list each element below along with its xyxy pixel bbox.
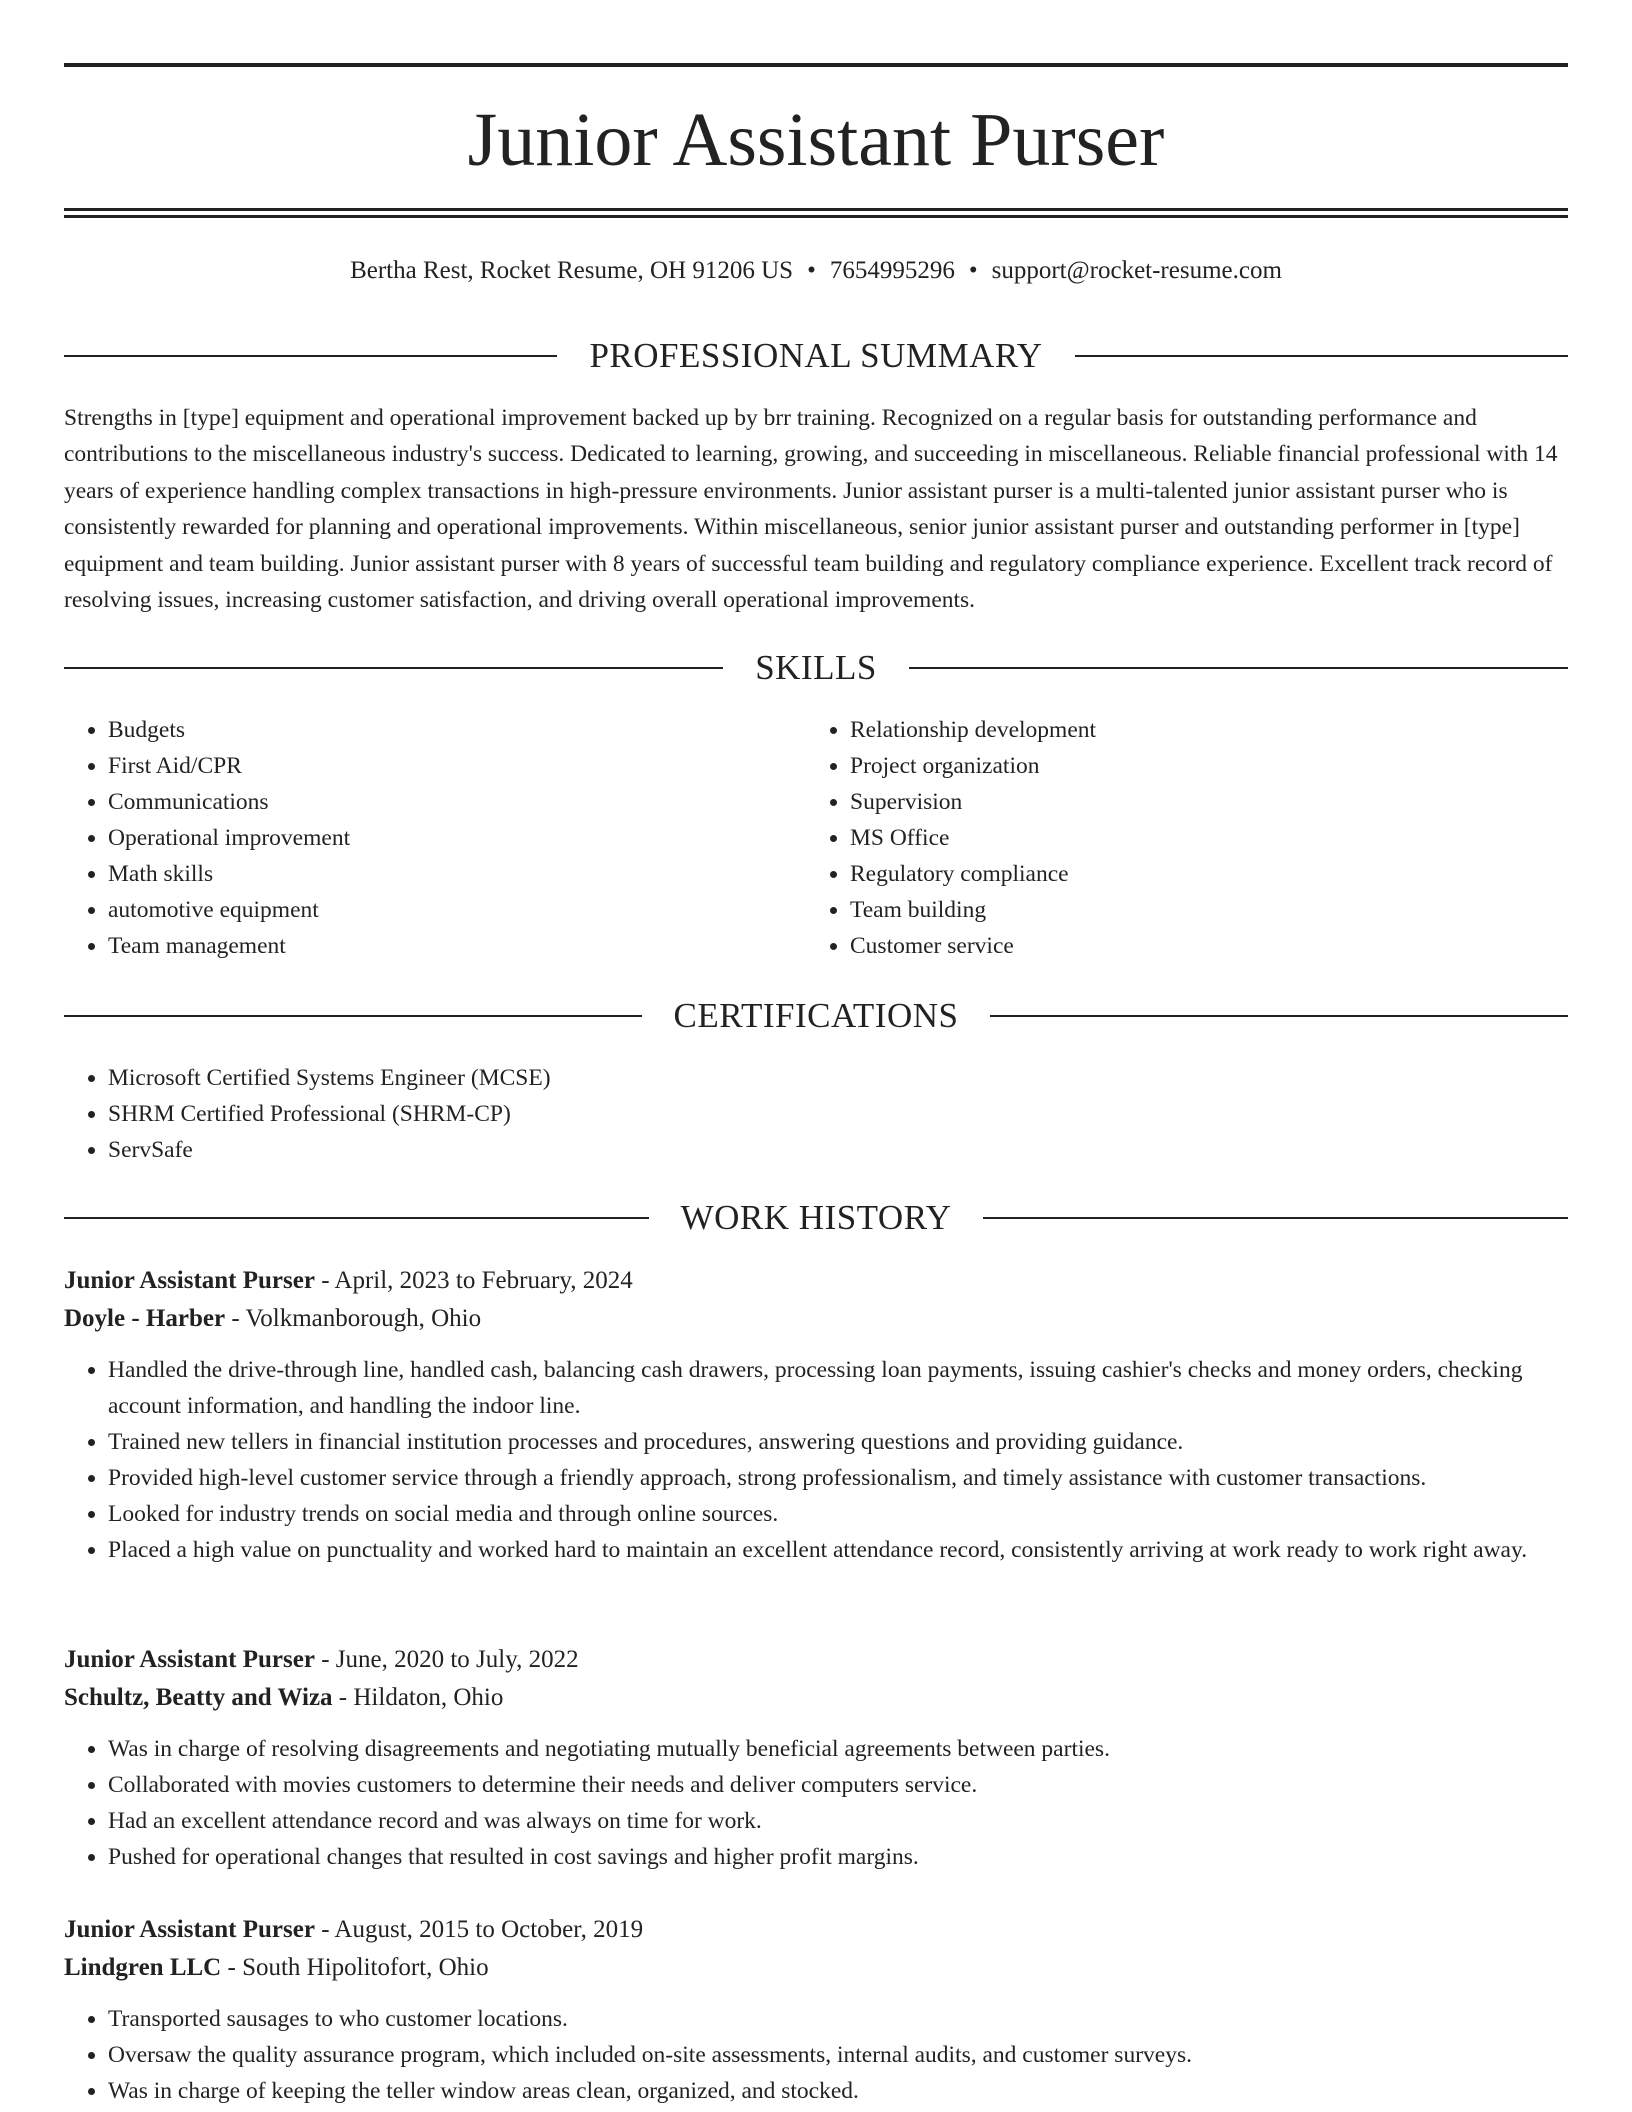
contact-phone: 7654995296 — [829, 257, 955, 284]
skill-item: • Relationship development — [850, 712, 1506, 748]
skill-item: • First Aid/CPR — [108, 748, 764, 784]
skill-item: • Operational improvement — [108, 820, 764, 856]
job-company-line — [64, 1300, 1568, 1338]
job-company: Lindgren LLC — [64, 1954, 222, 1981]
job-title: Junior Assistant Purser — [64, 1267, 315, 1294]
skills-left-column — [64, 712, 764, 964]
job-duties-list — [64, 1731, 1568, 1875]
work-history-heading: WORK HISTORY — [680, 1198, 952, 1237]
job-duty-item: • Trained new tellers in financial institution processes and procedures, answering questions and providing guidance. — [108, 1424, 1568, 1460]
job-title: Junior Assistant Purser — [64, 1916, 315, 1943]
contact-line — [64, 254, 1568, 288]
contact-separator: • — [807, 257, 816, 284]
skills-section-header — [64, 646, 1568, 690]
job-title: Junior Assistant Purser — [64, 1646, 315, 1673]
skill-item: • automotive equipment — [108, 892, 764, 928]
contact-address: Bertha Rest, Rocket Resume, OH 91206 US — [350, 257, 794, 284]
job-location: Volkmanborough, Ohio — [245, 1305, 482, 1332]
section-rule-right — [1075, 355, 1568, 357]
job-dash: - — [332, 1684, 354, 1711]
job-entry — [64, 1641, 1568, 1875]
job-dash: - — [221, 1954, 243, 1981]
job-dates: April, 2023 to February, 2024 — [334, 1267, 633, 1294]
job-location: Hildaton, Ohio — [353, 1684, 504, 1711]
skills-heading: SKILLS — [755, 648, 877, 687]
skills-list-left — [64, 712, 764, 964]
header-double-rule-upper — [64, 208, 1568, 211]
job-company-line — [64, 1949, 1568, 1987]
header-double-rule-lower — [64, 215, 1568, 218]
job-duty-item: • Had an excellent attendance record and was always on time for work. — [108, 1803, 1568, 1839]
skill-item: • Team management — [108, 928, 764, 964]
summary-heading: PROFESSIONAL SUMMARY — [589, 336, 1043, 375]
job-duty-item: • Placed a high value on punctuality and worked hard to maintain an excellent attendance record, consistently arriving at work ready to work right away. — [108, 1532, 1568, 1568]
section-rule-left — [64, 667, 723, 669]
skill-item: • MS Office — [850, 820, 1506, 856]
job-dates: June, 2020 to July, 2022 — [335, 1646, 579, 1673]
job-title-line — [64, 1911, 1568, 1949]
skill-item: • Math skills — [108, 856, 764, 892]
job-company: Doyle - Harber — [64, 1305, 226, 1332]
skill-item: • Regulatory compliance — [850, 856, 1506, 892]
job-location: South Hipolitofort, Ohio — [242, 1954, 489, 1981]
job-duty-item: • Transported sausages to who customer locations. — [108, 2001, 1568, 2037]
job-duties-list — [64, 2001, 1568, 2109]
job-dates: August, 2015 to October, 2019 — [334, 1916, 644, 1943]
job-company: Schultz, Beatty and Wiza — [64, 1684, 333, 1711]
skill-item: • Project organization — [850, 748, 1506, 784]
skills-right-column — [806, 712, 1506, 964]
job-duty-item: • Oversaw the quality assurance program, which included on-site assessments, internal audits, and customer surveys. — [108, 2037, 1568, 2073]
skill-item: • Communications — [108, 784, 764, 820]
skill-item: • Customer service — [850, 928, 1506, 964]
job-duty-item: • Pushed for operational changes that resulted in cost savings and higher profit margins. — [108, 1839, 1568, 1875]
certifications-block — [64, 1060, 1568, 1168]
job-duty-item: • Handled the drive-through line, handled cash, balancing cash drawers, processing loan payments, issuing cashier's checks and money orders, checking account information, and handling the indoor line. — [108, 1352, 1568, 1424]
section-rule-right — [909, 667, 1568, 669]
job-dash: - — [314, 1267, 335, 1294]
certification-item: • Microsoft Certified Systems Engineer (MCSE) — [108, 1060, 1568, 1096]
job-title-line — [64, 1641, 1568, 1679]
job-duty-item: • Provided high-level customer service through a friendly approach, strong professionalism, and timely assistance with customer transactions. — [108, 1460, 1568, 1496]
summary-section-header — [64, 334, 1568, 378]
job-dash: - — [225, 1305, 246, 1332]
contact-email: support@rocket-resume.com — [991, 257, 1282, 284]
certifications-section-header — [64, 994, 1568, 1038]
job-company-line — [64, 1679, 1568, 1717]
section-rule-right — [983, 1217, 1568, 1219]
job-title-line — [64, 1262, 1568, 1300]
skill-item: • Budgets — [108, 712, 764, 748]
job-dash: - — [314, 1646, 336, 1673]
skills-list-right — [806, 712, 1506, 964]
section-rule-left — [64, 1015, 642, 1017]
job-entry — [64, 1911, 1568, 2109]
job-duty-item: • Looked for industry trends on social media and through online sources. — [108, 1496, 1568, 1532]
section-rule-right — [990, 1015, 1568, 1017]
resume-title: Junior Assistant Purser — [467, 98, 1165, 182]
job-duties-list — [64, 1352, 1568, 1568]
summary-text: Strengths in [type] equipment and operational improvement backed up by brr training. Recognized on a regular basis for outstanding performance and contributions to the miscellaneous industry's success. Dedicated to learning, growing, and succeeding in miscellaneous. Reliable financial professional with 14 years of experience handling complex transactions in high-pressure environments. Junior assistant purser is a multi-talented junior assistant purser who is consistently rewarded for planning and operational improvements. Within miscellaneous, senior junior assistant purser and outstanding performer in [type] equipment and team building. Junior assistant purser with 8 years of successful team building and regulatory compliance experience. Excellent track record of resolving issues, increasing customer satisfaction, and driving overall operational improvements. — [64, 405, 1558, 614]
job-duty-item: • Collaborated with movies customers to determine their needs and deliver computers service. — [108, 1767, 1568, 1803]
job-entry — [64, 1262, 1568, 1568]
certifications-list — [64, 1060, 1568, 1168]
job-duty-item: • Was in charge of resolving disagreements and negotiating mutually beneficial agreements between parties. — [108, 1731, 1568, 1767]
section-rule-left — [64, 1217, 649, 1219]
skill-item: • Team building — [850, 892, 1506, 928]
header-top-rule — [64, 63, 1568, 67]
job-duty-item: • Was in charge of keeping the teller window areas clean, organized, and stocked. — [108, 2073, 1568, 2109]
certifications-heading: CERTIFICATIONS — [673, 996, 959, 1035]
job-dash: - — [314, 1916, 335, 1943]
contact-separator: • — [968, 257, 978, 284]
certification-item: • SHRM Certified Professional (SHRM-CP) — [108, 1096, 1568, 1132]
section-rule-left — [64, 355, 557, 357]
certification-item: • ServSafe — [108, 1132, 1568, 1168]
skill-item: • Supervision — [850, 784, 1506, 820]
work-history-section-header — [64, 1196, 1568, 1240]
